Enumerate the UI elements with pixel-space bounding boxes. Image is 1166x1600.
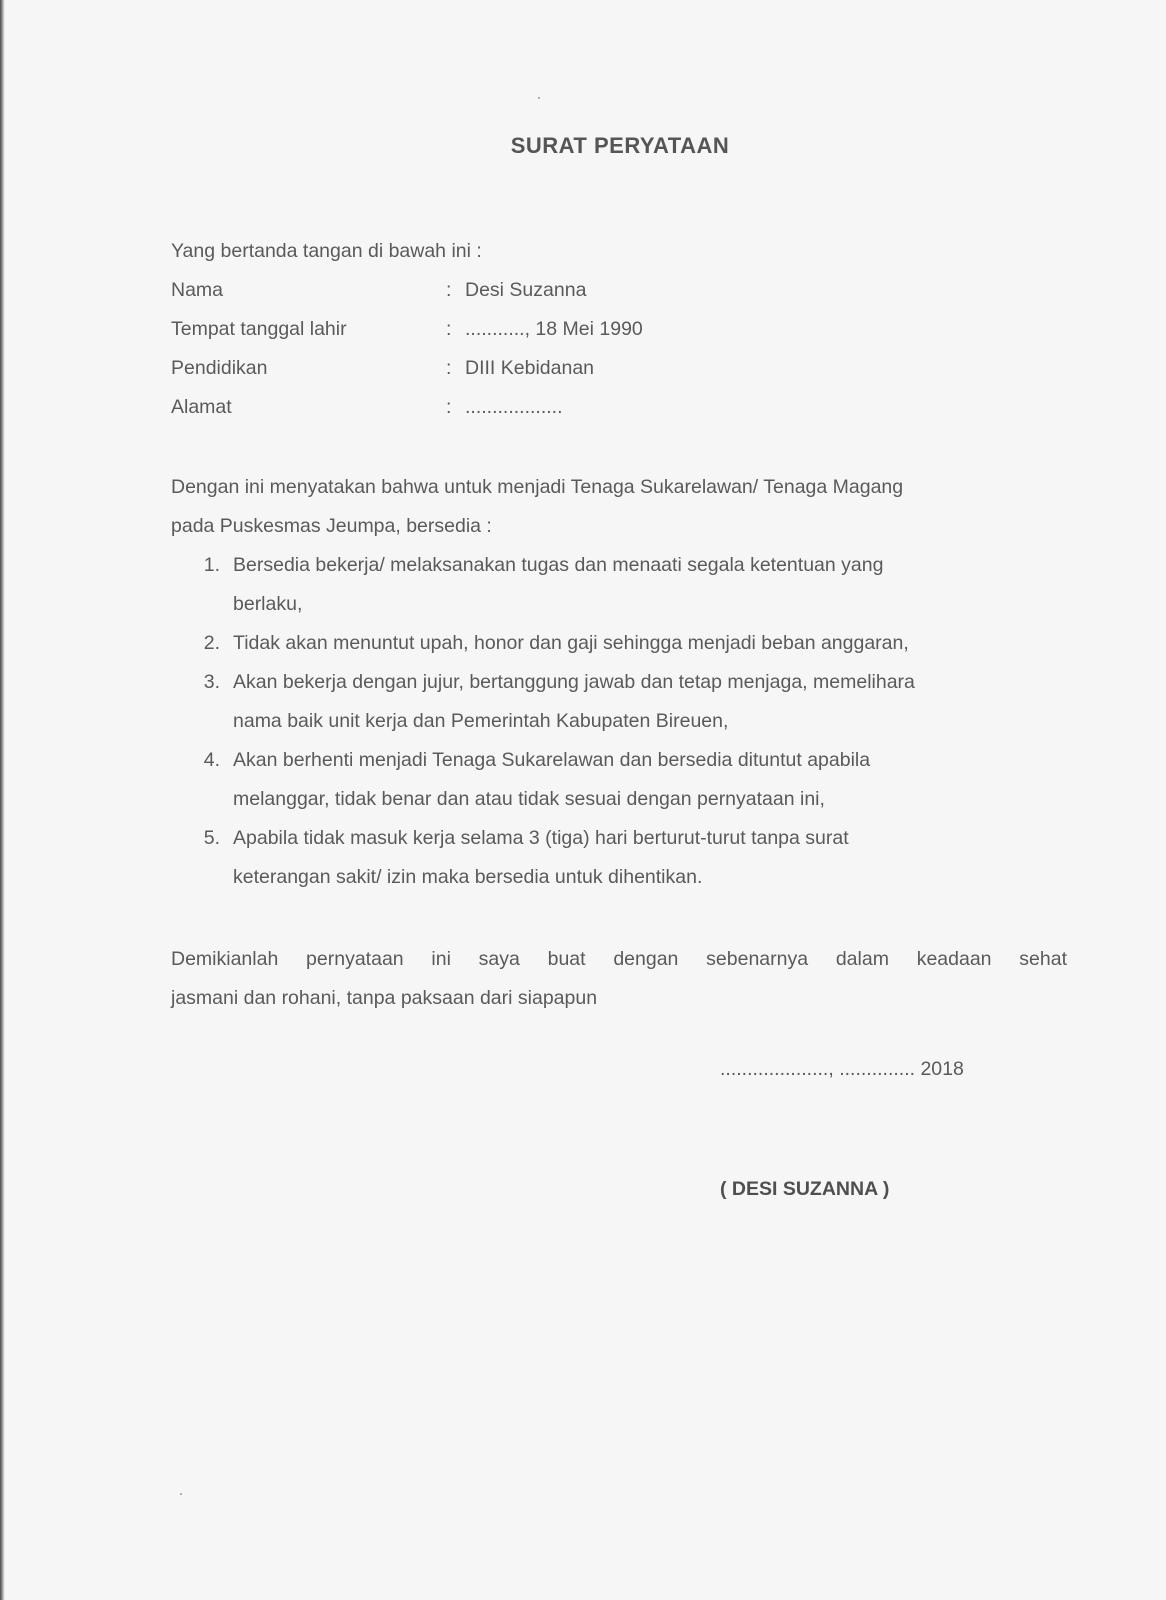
field-label-pendidikan: Pendidikan [171, 357, 268, 379]
list-item-text: Akan berhenti menjadi Tenaga Sukarelawan dan bersedia dituntut apabila [233, 749, 871, 771]
field-value-tempat-tanggal-lahir: ..........., 18 Mei 1990 [465, 318, 643, 340]
closing-paragraph [171, 940, 1067, 1018]
list-item-text: Bersedia bekerja/ melaksanakan tugas dan menaati segala ketentuan yang [233, 554, 884, 576]
field-colon: : [446, 279, 452, 301]
statement-line: Dengan ini menyatakan bahwa untuk menjadi Tenaga Sukarelawan/ Tenaga Magang [171, 476, 904, 498]
field-colon: : [446, 396, 452, 418]
field-colon: : [446, 357, 452, 379]
list-item-number: 4. [203, 749, 220, 771]
field-label-tempat-tanggal-lahir: Tempat tanggal lahir [171, 318, 347, 340]
field-colon: : [446, 318, 452, 340]
scan-speck [538, 97, 540, 99]
scan-speck [180, 1493, 182, 1495]
signatory-name: ( DESI SUZANNA ) [720, 1178, 890, 1200]
document-title: SURAT PERYATAAN [510, 133, 730, 158]
field-value-alamat: .................. [465, 396, 563, 418]
list-item-number: 5. [203, 827, 220, 849]
field-value-pendidikan: DIII Kebidanan [465, 357, 595, 379]
list-item-number: 1. [203, 554, 220, 576]
list-item-text: Tidak akan menuntut upah, honor dan gaji sehingga menjadi beban anggaran, [233, 632, 909, 654]
closing-line: Demikianlah pernyataan ini saya buat dengan sebenarnya dalam keadaan sehat [171, 948, 1067, 970]
list-item-number: 2. [203, 632, 220, 654]
intro-text: Yang bertanda tangan di bawah ini : [171, 240, 482, 262]
list-item-number: 3. [203, 671, 220, 693]
list-item-text: keterangan sakit/ izin maka bersedia untuk dihentikan. [233, 866, 703, 888]
statement-line: pada Puskesmas Jeumpa, bersedia : [171, 515, 492, 537]
field-label-alamat: Alamat [171, 396, 232, 418]
closing-line: jasmani dan rohani, tanpa paksaan dari siapapun [171, 987, 598, 1009]
list-item-text: melanggar, tidak benar dan atau tidak sesuai dengan pernyataan ini, [233, 788, 825, 810]
place-date-line: ...................., .............. 2018 [720, 1058, 964, 1080]
field-label-nama: Nama [171, 279, 224, 301]
list-item-text: nama baik unit kerja dan Pemerintah Kabupaten Bireuen, [233, 710, 729, 732]
field-value-nama: Desi Suzanna [465, 279, 587, 301]
list-item-text: Apabila tidak masuk kerja selama 3 (tiga) hari berturut-turut tanpa surat [233, 827, 849, 849]
scan-edge-shadow [0, 0, 5, 1600]
list-item-text: berlaku, [233, 593, 303, 615]
list-item-text: Akan bekerja dengan jujur, bertanggung jawab dan tetap menjaga, memelihara [233, 671, 915, 693]
